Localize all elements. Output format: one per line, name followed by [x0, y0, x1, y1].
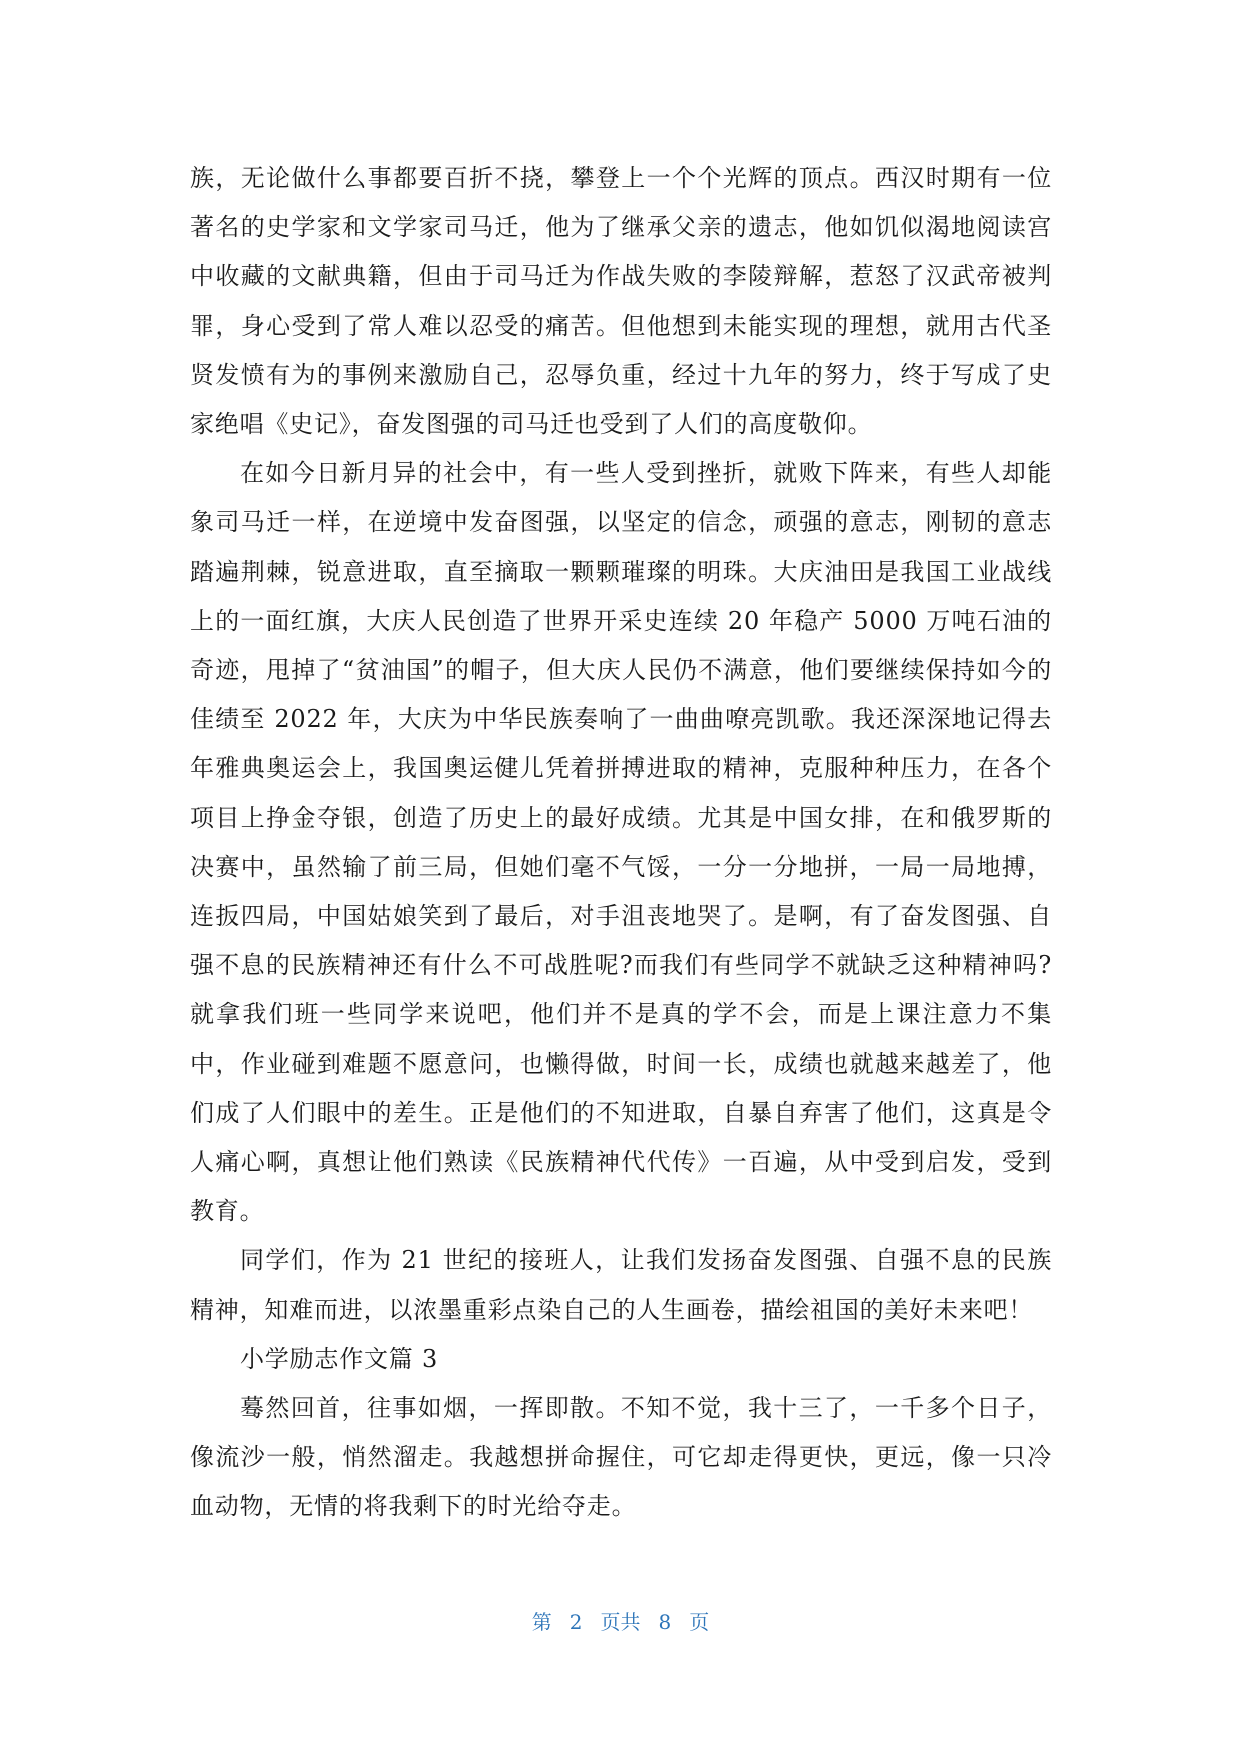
page-footer: [0, 1606, 1241, 1635]
paragraph-2: 在如今日新月异的社会中，有一些人受到挫折，就败下阵来，有些人却能象司马迁一样，在逆境中发奋图强，以坚定的信念，顽强的意志，刚韧的意志踏遍荆棘，锐意进取，直至摘取一颗颗璀璨的明珠。大庆油田是我国工业战线上的一面红旗，大庆人民创造了世界开采史连续 20 年稳产 5000 万吨石油的奇迹，甩掉了“贫油国”的帽子，但大庆人民仍不满意，他们要继续保持如今的佳绩至 2022 年，大庆为中华民族奏响了一曲曲嘹亮凯歌。我还深深地记得去年雅典奥运会上，我国奥运健儿凭着拼搏进取的精神，克服种种压力，在各个项目上挣金夺银，创造了历史上的最好成绩。尤其是中国女排，在和俄罗斯的决赛中，虽然输了前三局，但她们毫不气馁，一分一分地拼，一局一局地搏，连扳四局，中国姑娘笑到了最后，对手沮丧地哭了。是啊，有了奋发图强、自强不息的民族精神还有什么不可战胜呢?而我们有些同学不就缺乏这种精神吗?就拿我们班一些同学来说吧，他们并不是真的学不会，而是上课注意力不集中，作业碰到难题不愿意问，也懒得做，时间一长，成绩也就越来越差了，他们成了人们眼中的差生。正是他们的不知进取，自暴自弃害了他们，这真是令人痛心啊，真想让他们熟读《民族精神代代传》一百遍，从中受到启发，受到教育。: [190, 459, 1052, 1226]
paragraph-4: 蓦然回首，往事如烟，一挥即散。不知不觉，我十三了，一千多个日子，像流沙一般，悄然溜走。我越想拼命握住，可它却走得更快，更远，像一只冷血动物，无情的将我剩下的时光给夺走。: [190, 1394, 1052, 1521]
footer-total-pages: 8: [658, 1610, 672, 1634]
footer-current-page: 2: [569, 1610, 583, 1634]
document-body: [190, 154, 1052, 1532]
footer-middle: 页共: [600, 1610, 641, 1634]
footer-prefix: 第: [531, 1610, 552, 1634]
footer-suffix: 页: [689, 1610, 710, 1634]
paragraph-1: 族，无论做什么事都要百折不挠，攀登上一个个光辉的顶点。西汉时期有一位著名的史学家和文学家司马迁，他为了继承父亲的遗志，他如饥似渴地阅读宫中收藏的文献典籍，但由于司马迁为作战失败的李陵辩解，惹怒了汉武帝被判罪，身心受到了常人难以忍受的痛苦。但他想到未能实现的理想，就用古代圣贤发愤有为的事例来激励自己，忍辱负重，经过十九年的努力，终于写成了史家绝唱《史记》，奋发图强的司马迁也受到了人们的高度敬仰。: [190, 164, 1052, 439]
section-heading: 小学励志作文篇 3: [240, 1344, 439, 1373]
paragraph-3: 同学们，作为 21 世纪的接班人，让我们发扬奋发图强、自强不息的民族精神，知难而进，以浓墨重彩点染自己的人生画卷，描绘祖国的美好未来吧！: [190, 1246, 1052, 1324]
